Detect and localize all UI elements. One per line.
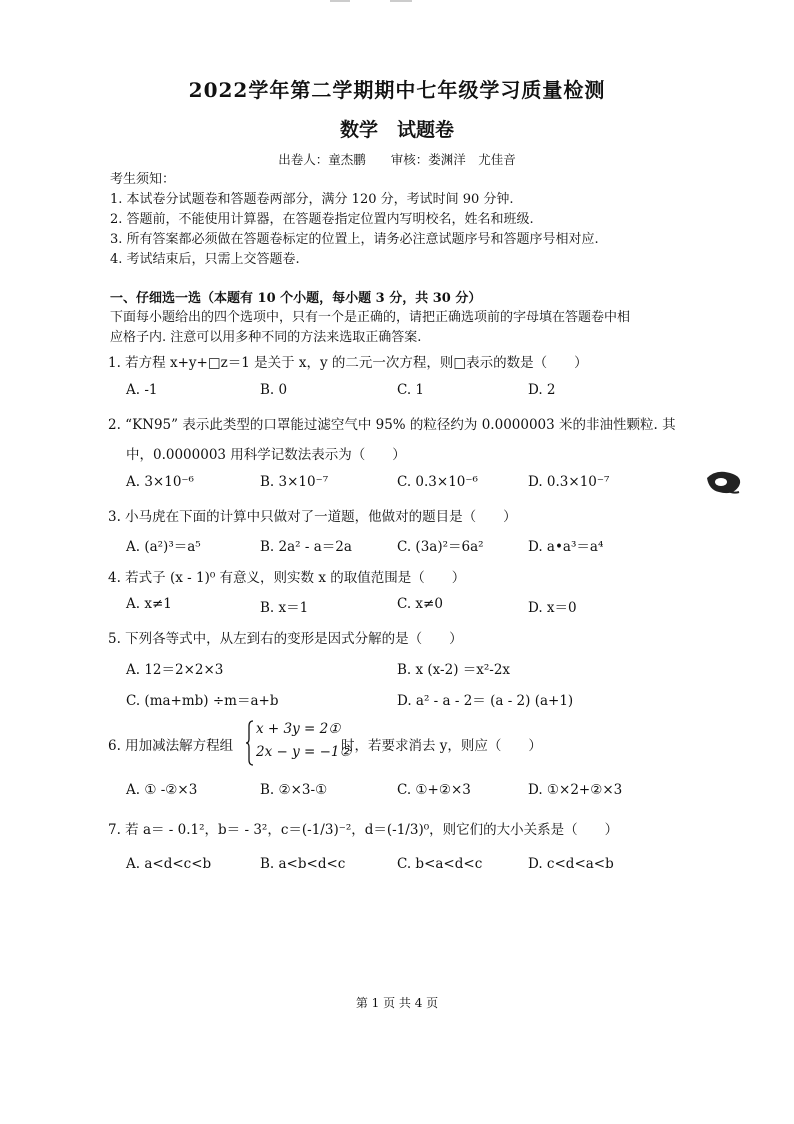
ink-blot-icon [703,468,743,498]
question-5-option-d: D. a² - a - 2＝ (a - 2) (a+1) [397,693,574,709]
question-3-stem: 3. 小马虎在下面的计算中只做对了一道题，他做对的题目是（ ） [108,509,517,525]
question-3-option-c: C. (3a)²＝6a² [397,539,484,555]
question-7-stem: 7. 若 a＝ - 0.1²，b＝ - 3²，c＝(-1/3)⁻²，d＝(-1/3)⁰，则它们的大小关系是（ ） [108,822,619,838]
page-footer: 第 1 页 共 4 页 [355,996,439,1010]
question-4-option-d: D. x＝0 [528,600,577,616]
question-2-option-c: C. 0.3×10⁻⁶ [397,474,478,490]
question-2-option-b: B. 3×10⁻⁷ [260,474,329,490]
question-6-equation-2: 2x − y = −1② [256,744,352,760]
note-item: 4. 考试结束后，只需上交答题卷. [110,252,300,267]
question-4-stem: 4. 若式子 (x - 1)⁰ 有意义，则实数 x 的取值范围是（ ） [108,570,466,586]
question-6-equation-1: x + 3y = 2① [256,721,341,737]
question-5-option-c: C. (ma+mb) ÷m＝a+b [126,693,279,709]
equation-brace [246,720,254,766]
question-2-option-d: D. 0.3×10⁻⁷ [528,474,610,490]
question-5-stem: 5. 下列各等式中，从左到右的变形是因式分解的是（ ） [108,631,463,647]
section-instruction: 下面每小题给出的四个选项中，只有一个是正确的，请把正确选项前的字母填在答题卷中相 [110,310,631,325]
question-1-stem: 1. 若方程 x+y+□z＝1 是关于 x，y 的二元一次方程，则□表示的数是（ ） [108,355,588,371]
question-4-option-b: B. x＝1 [260,600,309,616]
section-heading: 一、仔细选一选（本题有 10 个小题，每小题 3 分，共 30 分） [110,291,482,306]
authors-line: 出卷人：童杰鹏 审核：娄渊洋 尤佳音 [278,152,516,167]
question-6-option-b: B. ②×3-① [260,782,328,798]
question-3-option-a: A. (a²)³＝a⁵ [126,539,201,555]
question-6-option-d: D. ①×2+②×3 [528,782,623,798]
question-1-option-d: D. 2 [528,382,556,398]
note-item: 1. 本试卷分试题卷和答题卷两部分，满分 120 分，考试时间 90 分钟. [110,192,514,207]
section-instruction: 应格子内. 注意可以用多种不同的方法来选取正确答案. [110,330,422,345]
question-5-option-b: B. x (x-2) ＝x²-2x [397,662,511,678]
question-6-option-c: C. ①+②×3 [397,782,471,798]
question-4-option-c: C. x≠0 [397,596,443,612]
note-item: 3. 所有答案都必须做在答题卷标定的位置上，请务必注意试题序号和答题序号相对应. [110,232,599,247]
question-2-stem-line2: 中，0.0000003 用科学记数法表示为（ ） [126,447,406,463]
page-subtitle: 数学 试题卷 [339,119,454,141]
question-1-option-b: B. 0 [260,382,288,398]
question-2-stem-line1: 2. “KN95” 表示此类型的口罩能过滤空气中 95% 的粒径约为 0.0000003 米的非油性颗粒. 其 [108,417,676,433]
question-6-stem-suffix: 时，若要求消去 y，则应（ ） [341,738,542,754]
question-2-option-a: A. 3×10⁻⁶ [126,474,194,490]
question-7-option-d: D. c<d<a<b [528,856,614,872]
notes-heading: 考生须知： [110,172,176,187]
question-4-option-a: A. x≠1 [126,596,172,612]
scan-mark [330,0,420,3]
question-7-option-c: C. b<a<d<c [397,856,483,872]
page-title: 2022学年第二学期期中七年级学习质量检测 [188,78,606,102]
question-3-option-d: D. a•a³＝a⁴ [528,539,604,555]
question-3-option-b: B. 2a² - a＝2a [260,539,352,555]
question-1-option-a: A. -1 [126,382,158,398]
question-7-option-a: A. a<d<c<b [126,856,212,872]
note-item: 2. 答题前，不能使用计算器，在答题卷指定位置内写明校名，姓名和班级. [110,212,534,227]
question-6-option-a: A. ① -②×3 [126,782,198,798]
question-5-option-a: A. 12＝2×2×3 [126,662,224,678]
question-6-stem-prefix: 6. 用加减法解方程组 [108,738,234,754]
question-7-option-b: B. a<b<d<c [260,856,346,872]
question-1-option-c: C. 1 [397,382,425,398]
